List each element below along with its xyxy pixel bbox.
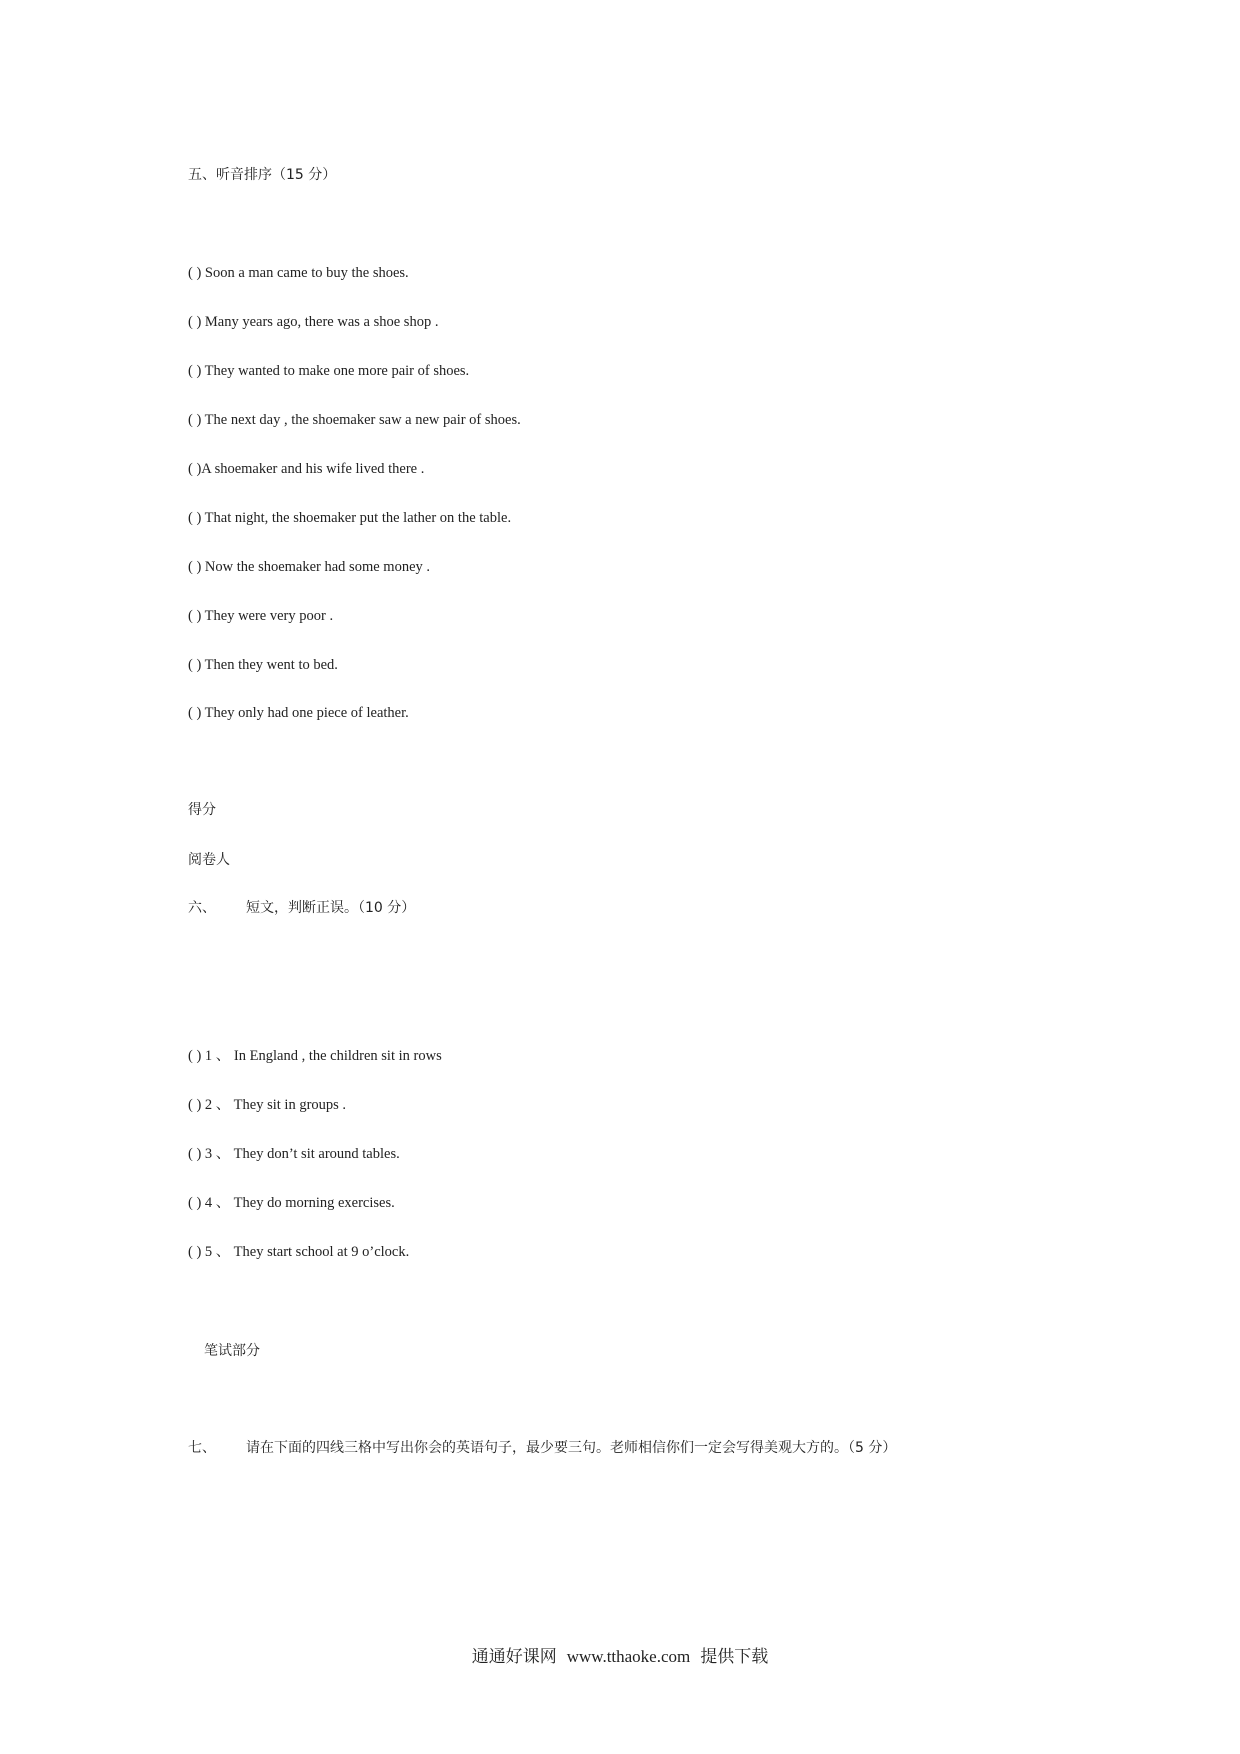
item-prefix: ( ) 3 、 [188, 1146, 231, 1162]
written-part-heading: 笔试部分 [204, 1343, 260, 1359]
section5-title: 五、听音排序（15 分） [188, 167, 337, 183]
footer-site-name: 通通好课网 [471, 1647, 557, 1667]
section6-number: 六、 [188, 900, 216, 916]
section6-item-5 [188, 1243, 409, 1261]
section6-title: 短文，判断正误。（10 分） [246, 900, 416, 916]
item-prefix: ( ) 1 、 [188, 1048, 231, 1064]
item-text: They sit in groups . [233, 1097, 347, 1113]
item-prefix: ( ) 5 、 [188, 1244, 231, 1260]
section6-item-1 [188, 1047, 442, 1065]
section5-item-3: ( ) They wanted to make one more pair of shoes. [188, 363, 470, 379]
item-text: In England , the children sit in rows [233, 1048, 442, 1064]
section7-heading [188, 1439, 896, 1457]
section5-item-6: ( ) That night, the shoemaker put the lather on the table. [188, 510, 512, 526]
section7-number: 七、 [188, 1440, 216, 1456]
section5-item-10: ( ) They only had one piece of leather. [188, 705, 409, 721]
section5-item-1: ( ) Soon a man came to buy the shoes. [188, 265, 409, 281]
section6-heading [188, 899, 415, 917]
section5-item-7: ( ) Now the shoemaker had some money . [188, 559, 431, 575]
item-text: They do morning exercises. [233, 1195, 395, 1211]
section6-item-3 [188, 1145, 400, 1163]
page-footer [0, 1642, 1240, 1667]
section5-item-2: ( ) Many years ago, there was a shoe shop . [188, 314, 439, 330]
section6-item-2 [188, 1096, 346, 1114]
grader-label: 阅卷人 [188, 852, 230, 868]
section5-item-5: ( )A shoemaker and his wife lived there . [188, 461, 425, 477]
item-prefix: ( ) 2 、 [188, 1097, 231, 1113]
section5-item-8: ( ) They were very poor . [188, 608, 334, 624]
item-text: They start school at 9 o’clock. [233, 1244, 410, 1260]
section7-title: 请在下面的四线三格中写出你会的英语句子，最少要三句。老师相信你们一定会写得美观大方的。（5 分） [246, 1440, 897, 1456]
item-prefix: ( ) 4 、 [188, 1195, 231, 1211]
section5-item-4: ( ) The next day , the shoemaker saw a new pair of shoes. [188, 412, 521, 428]
score-label: 得分 [188, 802, 216, 818]
item-text: They don’t sit around tables. [233, 1146, 400, 1162]
section6-item-4 [188, 1194, 395, 1212]
footer-suffix: 提供下载 [700, 1647, 769, 1667]
footer-url[interactable]: www.tthaoke.com [566, 1647, 691, 1666]
section5-item-9: ( ) Then they went to bed. [188, 657, 338, 673]
